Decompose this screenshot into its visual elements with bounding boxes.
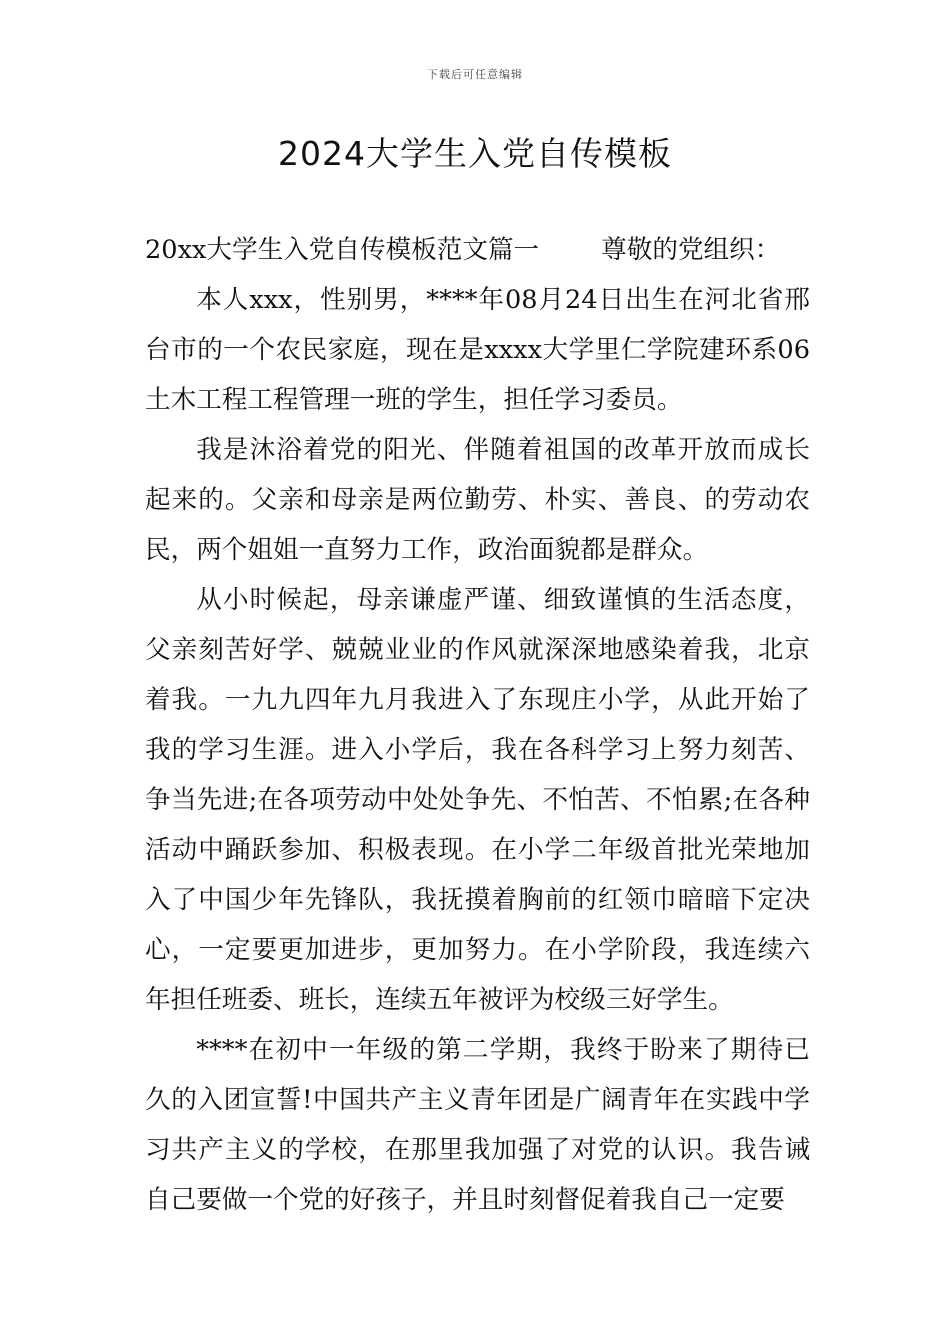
document-title: 2024大学生入党自传模板: [278, 134, 672, 173]
paragraph-4: ****在初中一年级的第二学期，我终于盼来了期待已久的入团宣誓!中国共产主义青年团是广阔青年在实践中学习共产主义的学校，在那里我加强了对党的认识。我告诫自己要做一个党的好孩子，并且时刻督促着我自己一定要: [145, 1035, 810, 1215]
opening-line: [145, 225, 810, 275]
salutation: 尊敬的党组织：: [601, 235, 781, 265]
paragraph-3: 从小时候起，母亲谦虚严谨、细致谨慎的生活态度，父亲刻苦好学、兢兢业业的作风就深深地感染着我，北京着我。一九九四年九月我进入了东现庄小学，从此开始了我的学习生涯。进入小学后，我在各科学习上努力刻苦、争当先进;在各项劳动中处处争先、不怕苦、不怕累;在各种活动中踊跃参加、积极表现。在小学二年级首批光荣地加入了中国少年先锋队，我抚摸着胸前的红领巾暗暗下定决心，一定要更加进步，更加努力。在小学阶段，我连续六年担任班委、班长，连续五年被评为校级三好学生。: [145, 585, 810, 1015]
header-note: 下载后可任意编辑: [427, 68, 523, 81]
paragraph-1: 本人xxx，性别男，****年08月24日出生在河北省邢台市的一个农民家庭，现在是xxxx大学里仁学院建环系06土木工程工程管理一班的学生，担任学习委员。: [145, 285, 810, 415]
paragraph-2: 我是沐浴着党的阳光、伴随着祖国的改革开放而成长起来的。父亲和母亲是两位勤劳、朴实、善良、的劳动农民，两个姐姐一直努力工作，政治面貌都是群众。: [145, 435, 810, 565]
document-body: [145, 225, 810, 1225]
section-heading: 20xx大学生入党自传模板范文篇一: [145, 235, 540, 265]
